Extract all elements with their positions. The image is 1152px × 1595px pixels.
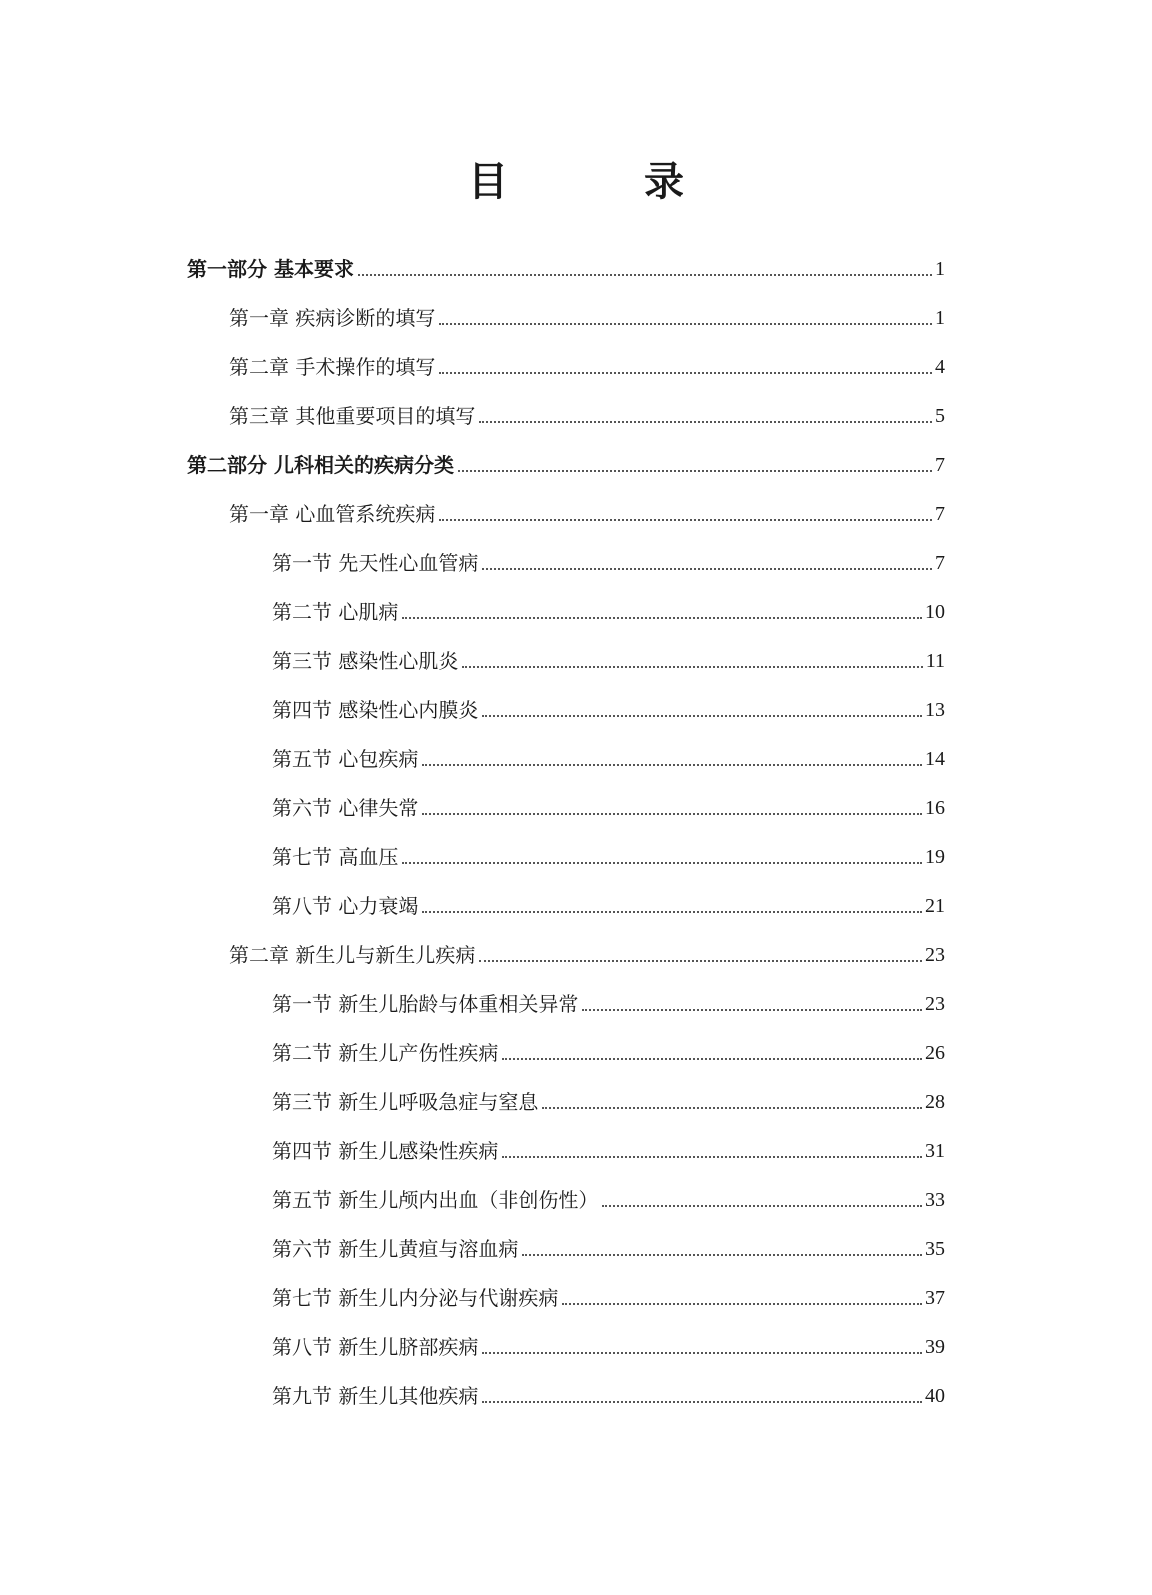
toc-dot-leader (482, 568, 932, 570)
toc-entry-page-number: 21 (925, 895, 945, 917)
toc-entry-label: 第一部分 基本要求 (187, 257, 354, 281)
toc-dot-leader (562, 1303, 922, 1305)
toc-entry-page-number: 37 (925, 1287, 945, 1309)
toc-entry[interactable] (272, 1234, 945, 1264)
toc-entry-label: 第六节 新生儿黄疸与溶血病 (272, 1237, 519, 1261)
toc-entry[interactable] (272, 1185, 945, 1215)
toc-entry-label: 第二节 心肌病 (272, 600, 399, 624)
toc-entry[interactable] (272, 646, 945, 676)
toc-dot-leader (602, 1205, 922, 1207)
toc-dot-leader (439, 323, 932, 325)
toc-entry-page-number: 1 (935, 258, 945, 280)
toc-entry-label: 第五节 新生儿颅内出血（非创伤性） (272, 1188, 599, 1212)
toc-entry[interactable] (229, 940, 945, 970)
toc-entry-page-number: 7 (935, 454, 945, 476)
toc-entry[interactable] (187, 254, 945, 284)
toc-entry-page-number: 23 (925, 993, 945, 1015)
toc-dot-leader (358, 274, 932, 276)
toc-entry[interactable] (272, 1038, 945, 1068)
toc-entry-label: 第一节 新生儿胎龄与体重相关异常 (272, 992, 579, 1016)
toc-dot-leader (502, 1156, 922, 1158)
toc-dot-leader (482, 1352, 922, 1354)
toc-entry[interactable] (272, 1332, 945, 1362)
toc-entry-page-number: 14 (925, 748, 945, 770)
toc-entry-label: 第一节 先天性心血管病 (272, 551, 479, 575)
toc-entry-label: 第二节 新生儿产伤性疾病 (272, 1041, 499, 1065)
toc-entry-page-number: 16 (925, 797, 945, 819)
toc-entry-page-number: 10 (925, 601, 945, 623)
toc-entry[interactable] (229, 499, 945, 529)
toc-entry-page-number: 40 (925, 1385, 945, 1407)
toc-entry-label: 第三节 感染性心肌炎 (272, 649, 459, 673)
toc-dot-leader (502, 1058, 922, 1060)
toc-dot-leader (402, 862, 922, 864)
toc-entry-page-number: 33 (925, 1189, 945, 1211)
toc-dot-leader (439, 519, 932, 521)
toc-entry[interactable] (272, 842, 945, 872)
toc-dot-leader (439, 372, 932, 374)
toc-entry[interactable] (272, 744, 945, 774)
toc-entry-label: 第三章 其他重要项目的填写 (229, 404, 476, 428)
toc-dot-leader (402, 617, 922, 619)
toc-dot-leader (522, 1254, 922, 1256)
toc-entry[interactable] (272, 1381, 945, 1411)
toc-entry-page-number: 19 (925, 846, 945, 868)
toc-entry[interactable] (272, 695, 945, 725)
toc-dot-leader (422, 813, 922, 815)
toc-dot-leader (458, 470, 932, 472)
toc-entry-page-number: 4 (935, 356, 945, 378)
toc-dot-leader (422, 764, 922, 766)
toc-entry[interactable] (272, 1136, 945, 1166)
toc-entry-label: 第四节 新生儿感染性疾病 (272, 1139, 499, 1163)
toc-entry-page-number: 35 (925, 1238, 945, 1260)
toc-entry-label: 第一章 心血管系统疾病 (229, 502, 436, 526)
toc-dot-leader (422, 911, 922, 913)
toc-entry-label: 第三节 新生儿呼吸急症与窒息 (272, 1090, 539, 1114)
toc-entry[interactable] (272, 1087, 945, 1117)
toc-entry[interactable] (272, 548, 945, 578)
toc-entry-label: 第四节 感染性心内膜炎 (272, 698, 479, 722)
toc-entry-page-number: 28 (925, 1091, 945, 1113)
toc-entry-label: 第七节 新生儿内分泌与代谢疾病 (272, 1286, 559, 1310)
toc-entry[interactable] (187, 450, 945, 480)
toc-entry[interactable] (229, 352, 945, 382)
toc-dot-leader (479, 421, 932, 423)
toc-entry-page-number: 31 (925, 1140, 945, 1162)
toc-entry-page-number: 7 (935, 503, 945, 525)
toc-entry-label: 第八节 新生儿脐部疾病 (272, 1335, 479, 1359)
toc-entry-page-number: 39 (925, 1336, 945, 1358)
toc-entry-page-number: 11 (925, 650, 945, 672)
toc-entry[interactable] (272, 989, 945, 1019)
toc-entry-label: 第二部分 儿科相关的疾病分类 (187, 453, 454, 477)
toc-dot-leader (582, 1009, 922, 1011)
toc-dot-leader (462, 666, 922, 668)
toc-entry[interactable] (272, 597, 945, 627)
toc-dot-leader (482, 715, 922, 717)
toc-entry[interactable] (272, 891, 945, 921)
toc-entry-label: 第七节 高血压 (272, 845, 399, 869)
toc-entry-page-number: 1 (935, 307, 945, 329)
toc-entry-label: 第二章 手术操作的填写 (229, 355, 436, 379)
toc-entry-label: 第五节 心包疾病 (272, 747, 419, 771)
toc-entry-page-number: 26 (925, 1042, 945, 1064)
toc-entry[interactable] (272, 1283, 945, 1313)
toc-entry-page-number: 7 (935, 552, 945, 574)
toc-entry-label: 第六节 心律失常 (272, 796, 419, 820)
toc-dot-leader (479, 960, 922, 962)
toc-entry-page-number: 5 (935, 405, 945, 427)
toc-entry[interactable] (272, 793, 945, 823)
toc-entry-label: 第一章 疾病诊断的填写 (229, 306, 436, 330)
toc-entry-label: 第二章 新生儿与新生儿疾病 (229, 943, 476, 967)
toc-dot-leader (482, 1401, 922, 1403)
toc-dot-leader (542, 1107, 922, 1109)
toc-entry-page-number: 13 (925, 699, 945, 721)
page-title: 目 录 (468, 159, 732, 205)
toc-entry-page-number: 23 (925, 944, 945, 966)
toc-entry[interactable] (229, 401, 945, 431)
toc-entry[interactable] (229, 303, 945, 333)
toc-entry-label: 第八节 心力衰竭 (272, 894, 419, 918)
toc-entry-label: 第九节 新生儿其他疾病 (272, 1384, 479, 1408)
